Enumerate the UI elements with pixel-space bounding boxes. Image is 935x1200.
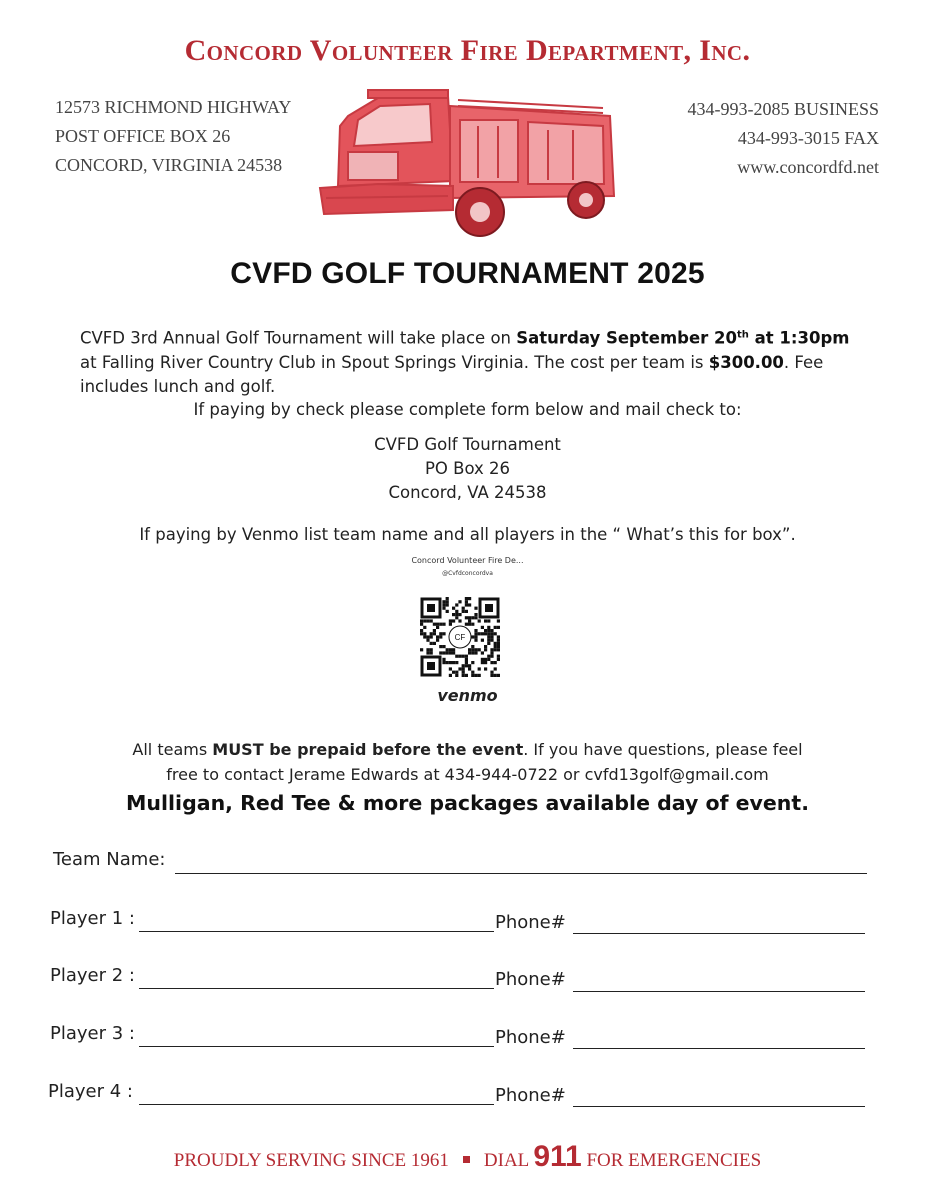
player-1-phone-field[interactable] — [573, 933, 865, 934]
event-title: CVFD GOLF TOURNAMENT 2025 — [230, 257, 705, 290]
player-1-label: Player 1 : — [50, 908, 135, 929]
player-2-label: Player 2 : — [50, 965, 135, 986]
player-1-field[interactable] — [139, 931, 494, 932]
event-date: Saturday September 20 — [516, 328, 737, 348]
website-link[interactable]: www.concordfd.net — [737, 157, 879, 177]
venmo-handle: @Cvfdconcordva — [442, 570, 493, 577]
mail-address-line: PO Box 26 — [424, 459, 511, 478]
footer — [0, 1140, 935, 1174]
mailing-address — [55, 93, 291, 180]
player-1-phone-label: Phone# — [495, 912, 566, 933]
dial-text: DIAL — [483, 1150, 529, 1171]
player-4-phone-label: Phone# — [495, 1085, 566, 1106]
fax-number: 434-993-3015 FAX — [737, 128, 879, 148]
emergency-number: 911 — [533, 1140, 582, 1173]
contact-line: free to contact Jerame Edwards at 434-944-0722 or cvfd13golf@gmail.com — [166, 765, 769, 784]
team-name-label: Team Name: — [53, 849, 166, 870]
player-3-label: Player 3 : — [50, 1023, 135, 1044]
contact-info — [687, 95, 879, 182]
serving-since: PROUDLY SERVING SINCE 1961 — [173, 1150, 449, 1171]
date-suffix: th — [736, 329, 749, 340]
event-description — [80, 323, 870, 399]
prepaid-emphasis: MUST be prepaid before the event — [212, 740, 524, 759]
fire-truck-icon — [318, 86, 620, 246]
team-name-field[interactable] — [175, 873, 867, 874]
prepaid-suffix: . If you have questions, please feel — [523, 740, 803, 759]
prepaid-notice — [0, 737, 935, 787]
address-line: 12573 RICHMOND HIGHWAY — [55, 97, 292, 117]
venmo-logo: venmo — [437, 686, 498, 705]
player-3-field[interactable] — [139, 1046, 494, 1047]
player-4-phone-field[interactable] — [573, 1106, 865, 1107]
bullet-icon — [463, 1156, 470, 1163]
mail-address-line: Concord, VA 24538 — [388, 483, 547, 502]
business-phone: 434-993-2085 BUSINESS — [687, 99, 879, 119]
emergencies-text: FOR EMERGENCIES — [586, 1150, 762, 1171]
address-line: CONCORD, VIRGINIA 24538 — [55, 155, 283, 175]
player-4-field[interactable] — [139, 1104, 494, 1105]
address-line: POST OFFICE BOX 26 — [55, 126, 231, 146]
intro-text: at Falling River Country Club in Spout Springs Virginia. The cost per team is — [80, 352, 709, 372]
mail-address-line: CVFD Golf Tournament — [374, 435, 561, 454]
intro-text: . Fee includes lunch and golf. — [80, 352, 824, 396]
player-2-phone-field[interactable] — [573, 991, 865, 992]
qr-center-label: CF — [454, 633, 466, 642]
venmo-instructions: If paying by Venmo list team name and all players in the “ What’s this for box”. — [139, 525, 796, 544]
player-3-phone-label: Phone# — [495, 1027, 566, 1048]
intro-text: CVFD 3rd Annual Golf Tournament will take place on — [80, 328, 517, 348]
event-time: at 1:30pm — [748, 328, 850, 348]
player-2-field[interactable] — [139, 988, 494, 989]
player-2-phone-label: Phone# — [495, 969, 566, 990]
team-cost: $300.00 — [708, 352, 784, 372]
player-4-label: Player 4 : — [48, 1081, 133, 1102]
player-3-phone-field[interactable] — [573, 1048, 865, 1049]
organization-name: Concord Volunteer Fire Department, Inc. — [184, 34, 751, 67]
check-instructions: If paying by check please complete form below and mail check to: — [193, 400, 742, 419]
venmo-qr-code[interactable] — [420, 597, 500, 681]
venmo-account-name: Concord Volunteer Fire De... — [411, 556, 524, 565]
packages-notice: Mulligan, Red Tee & more packages available day of event. — [126, 791, 809, 815]
prepaid-prefix: All teams — [132, 740, 213, 759]
